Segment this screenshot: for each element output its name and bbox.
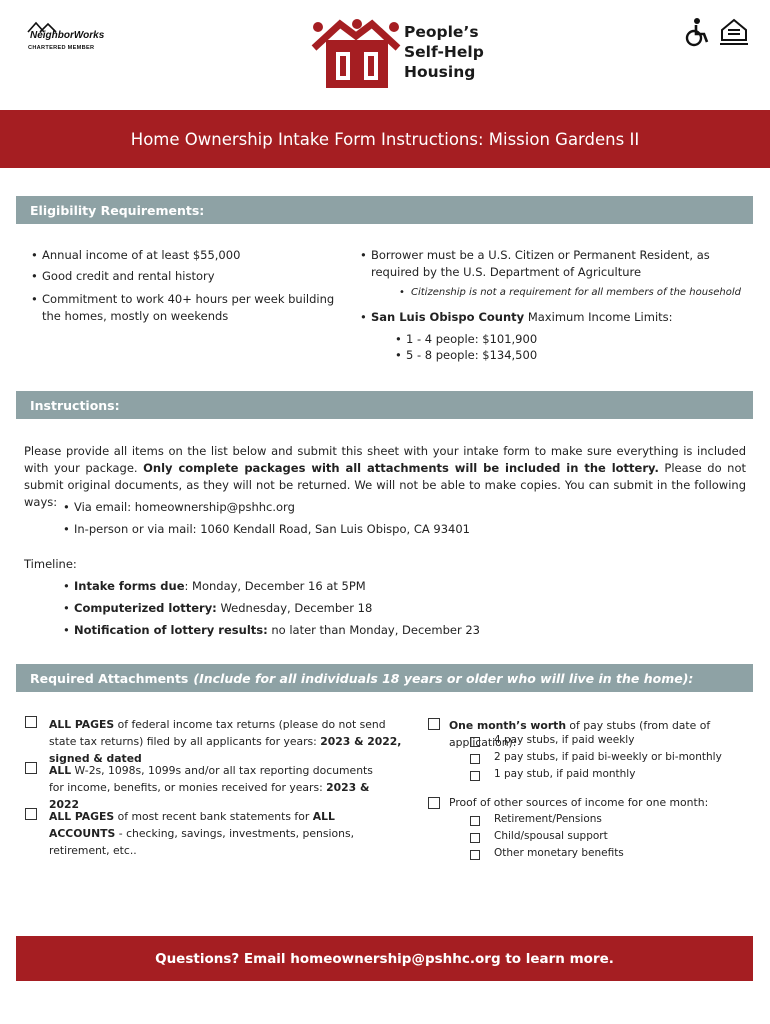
instructions-heading bbox=[16, 391, 753, 419]
pay-stubs-checkbox[interactable] bbox=[428, 718, 440, 730]
w2-text: W-2s, 1098s, 1099s and/or all tax reporting documents for income, benefits, or monies received for years: bbox=[49, 764, 373, 794]
eligibility-work-commitment: • Commitment to work 40+ hours per week building the homes, mostly on weekends bbox=[42, 291, 342, 325]
bank-text-1: of most recent bank statements for bbox=[114, 810, 313, 823]
timeline-lottery bbox=[74, 600, 372, 617]
eligibility-income: • Annual income of at least $55,000 bbox=[42, 247, 332, 264]
psh-line-3: Housing bbox=[404, 63, 476, 81]
attachments-heading-text: Required Attachments bbox=[30, 670, 189, 686]
attachments-heading bbox=[16, 664, 753, 692]
timeline-label: Timeline: bbox=[24, 557, 77, 571]
income-limits-heading bbox=[371, 309, 741, 326]
timeline-lottery-date: Wednesday, December 18 bbox=[216, 601, 373, 615]
timeline-intake-label: Intake forms due bbox=[74, 579, 185, 593]
timeline-intake-due bbox=[74, 578, 366, 595]
tax-returns-checkbox[interactable] bbox=[25, 716, 37, 728]
citizenship-note-text: Citizenship is not a requirement for all members of the household bbox=[411, 287, 741, 298]
timeline-intake-date: : Monday, December 16 at 5PM bbox=[184, 579, 366, 593]
pay-stubs-biweekly-checkbox[interactable] bbox=[470, 754, 480, 764]
eligibility-heading-text: Eligibility Requirements: bbox=[30, 202, 205, 218]
wheelchair-icon bbox=[687, 18, 707, 45]
submit-via-email: • Via email: homeownership@pshhc.org bbox=[74, 499, 295, 516]
pay-stubs-text: of pay stubs (from date of application): bbox=[449, 719, 711, 749]
neighborworks-logo bbox=[22, 20, 105, 56]
equal-housing-icon bbox=[720, 20, 748, 45]
instructions-lottery-notice: Only complete packages with all attachments will be included in the lottery. bbox=[143, 461, 659, 475]
pay-stubs-monthly: 1 pay stub, if paid monthly bbox=[494, 768, 636, 780]
w2-years: 2023 & 2022 bbox=[49, 781, 370, 811]
retirement-checkbox[interactable] bbox=[470, 816, 480, 826]
pay-stubs-weekly-checkbox[interactable] bbox=[470, 737, 480, 747]
page-title: Home Ownership Intake Form Instructions: Mission Gardens II bbox=[0, 110, 770, 168]
bank-all-pages: ALL PAGES bbox=[49, 810, 115, 823]
questions-banner: Questions? Email homeownership@pshhc.org to learn more. bbox=[16, 936, 753, 981]
bank-text-2: - checking, savings, investments, pensions, retirement, etc.. bbox=[49, 827, 355, 857]
instructions-text-1: Please provide all items on the list below and submit this sheet with your intake form to make sure everything is included with your package. bbox=[24, 444, 746, 475]
pay-stubs-weekly: 4 pay stubs, if paid weekly bbox=[494, 734, 635, 746]
tax-returns-item bbox=[49, 716, 409, 767]
accessibility-equal-housing-icons bbox=[682, 16, 752, 48]
child-spousal-support: Child/spousal support bbox=[494, 830, 608, 842]
retirement-pensions: Retirement/Pensions bbox=[494, 813, 602, 825]
tax-returns-years: 2023 & 2022, signed & dated bbox=[49, 735, 402, 765]
instructions-text-2: Please do not submit original documents, as they will not be returned. We will not be able to make copies. You can submit in the following ways: bbox=[24, 461, 747, 509]
tax-returns-text: of federal income tax returns (please do not send state tax returns) filed by all applicants for years: bbox=[49, 718, 386, 748]
timeline-notification-label: Notification of lottery results: bbox=[74, 623, 268, 637]
psh-line-1: People’s bbox=[404, 23, 479, 41]
other-income-checkbox[interactable] bbox=[428, 797, 440, 809]
psh-house-logo bbox=[310, 18, 402, 90]
w2-checkbox[interactable] bbox=[25, 762, 37, 774]
tax-returns-all-pages: ALL PAGES bbox=[49, 718, 115, 731]
pay-stubs-biweekly: 2 pay stubs, if paid bi-weekly or bi-monthly bbox=[494, 751, 722, 763]
other-income-item: Proof of other sources of income for one month: bbox=[449, 796, 709, 809]
psh-line-2: Self-Help bbox=[404, 43, 484, 61]
eligibility-heading bbox=[16, 196, 753, 224]
instructions-heading-text: Instructions: bbox=[30, 397, 120, 413]
timeline-notification bbox=[74, 622, 480, 639]
w2-all: ALL bbox=[49, 764, 72, 777]
timeline-lottery-label: Computerized lottery: bbox=[74, 601, 217, 615]
neighborworks-wordmark: NeighborWorks bbox=[30, 30, 105, 41]
timeline-notification-date: no later than Monday, December 23 bbox=[267, 623, 480, 637]
pay-stubs-monthly-checkbox[interactable] bbox=[470, 771, 480, 781]
eligibility-citizenship: • Borrower must be a U.S. Citizen or Permanent Resident, as required by the U.S. Department of Agriculture bbox=[371, 247, 741, 281]
citizenship-note: • Citizenship is not a requirement for all members of the household bbox=[399, 287, 741, 298]
bank-statements-checkbox[interactable] bbox=[25, 808, 37, 820]
child-support-checkbox[interactable] bbox=[470, 833, 480, 843]
w2-item bbox=[49, 762, 389, 813]
attachments-heading-note: (Include for all individuals 18 years or older who will live in the home): bbox=[193, 670, 694, 686]
county-name: San Luis Obispo County bbox=[371, 310, 525, 324]
psh-wordmark bbox=[404, 22, 484, 82]
bank-all-accounts: ALL ACCOUNTS bbox=[49, 810, 335, 840]
pay-stubs-one-month: One month’s worth bbox=[449, 719, 566, 732]
other-benefits-checkbox[interactable] bbox=[470, 850, 480, 860]
bank-statements-item bbox=[49, 808, 389, 859]
neighborworks-subtitle: CHARTERED MEMBER bbox=[28, 45, 95, 51]
income-limit-5-8: • 5 - 8 people: $134,500 bbox=[406, 347, 537, 364]
other-monetary-benefits: Other monetary benefits bbox=[494, 847, 624, 859]
income-limits-label: Maximum Income Limits: bbox=[524, 310, 673, 324]
eligibility-credit: • Good credit and rental history bbox=[42, 268, 332, 285]
submit-via-mail: • In-person or via mail: 1060 Kendall Road, San Luis Obispo, CA 93401 bbox=[74, 521, 470, 538]
income-limit-1-4: • 1 - 4 people: $101,900 bbox=[406, 331, 537, 348]
